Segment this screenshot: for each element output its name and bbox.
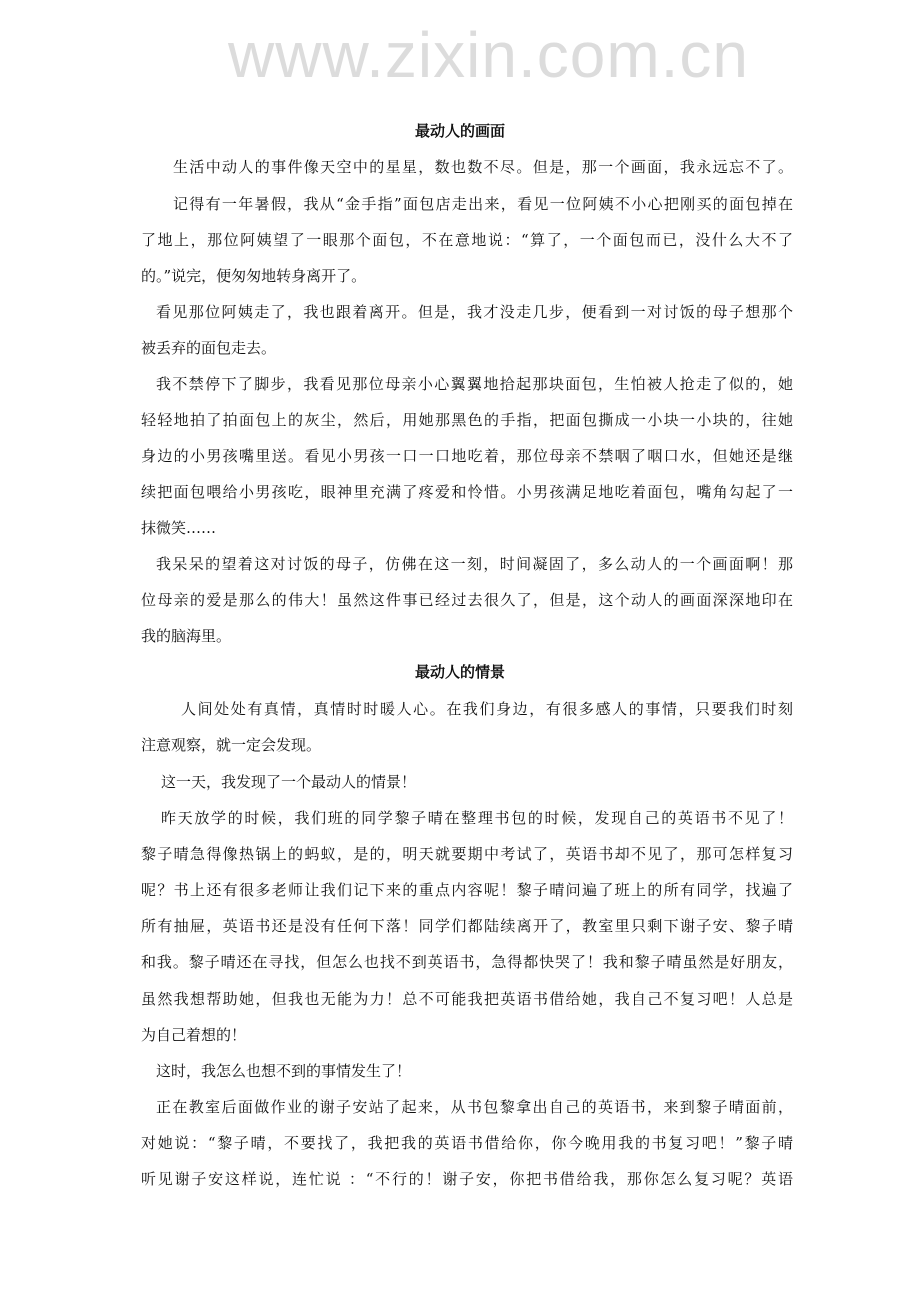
- text-line: 虽然我想帮助她，但我也无能为力！总不可能我把英语书借给她，我自己不复习吧！人总是: [141, 990, 793, 1008]
- text-line: 的。”说完，便匆匆地转身离开了。: [141, 267, 367, 285]
- text-line: 我的脑海里。: [141, 627, 232, 645]
- text-line: 正在教室后面做作业的谢子安站了起来，从书包黎拿出自己的英语书，来到黎子晴面前，: [156, 1098, 793, 1116]
- text-line: 这一天，我发现了一个最动人的情景！: [161, 773, 417, 791]
- text-line: 听见谢子安这样说，连忙说 ：“不行的！谢子安，你把书借给我，那你怎么复习呢？英语: [141, 1170, 793, 1188]
- section-title: 最动人的情景: [414, 663, 505, 681]
- text-line: 生活中动人的事件像天空中的星星，数也数不尽。但是，那一个画面，我永远忘不了。: [173, 158, 793, 176]
- text-line: 位母亲的爱是那么的伟大！虽然这件事已经过去很久了，但是，这个动人的画面深深地印在: [141, 591, 793, 609]
- text-line: 人间处处有真情，真情时时暖人心。在我们身边，有很多感人的事情，只要我们时刻: [181, 700, 793, 718]
- text-line: 身边的小男孩嘴里送。看见小男孩一口一口地吃着，那位母亲不禁咽了咽口水，但她还是继: [141, 447, 793, 465]
- text-line: 我不禁停下了脚步，我看见那位母亲小心翼翼地拾起那块面包，生怕被人抢走了似的，她: [156, 375, 793, 393]
- text-line: 对她说：“黎子晴，不要找了，我把我的英语书借给你，你今晚用我的书复习吧！”黎子晴: [141, 1134, 793, 1152]
- text-line: 注意观察，就一定会发现。: [141, 736, 322, 754]
- text-line: 轻轻地拍了拍面包上的灰尘，然后，用她那黑色的手指，把面包撕成一小块一小块的，往她: [141, 411, 793, 429]
- text-line: 呢？书上还有很多老师让我们记下来的重点内容呢！黎子晴问遍了班上的所有同学，找遍了: [141, 881, 793, 899]
- text-line: 所有抽屉，英语书还是没有任何下落！同学们都陆续离开了，教室里只剩下谢子安、黎子晴: [141, 917, 793, 935]
- text-line: 续把面包喂给小男孩吃，眼神里充满了疼爱和怜惜。小男孩满足地吃着面包，嘴角勾起了一: [141, 483, 793, 501]
- text-line: 被丢弃的面包走去。: [141, 339, 277, 357]
- text-line: 记得有一年暑假，我从“金手指”面包店走出来，看见一位阿姨不小心把刚买的面包掉在: [173, 195, 793, 213]
- watermark: www.zixin.com.cn: [228, 19, 749, 91]
- section-title: 最动人的画面: [414, 122, 505, 140]
- text-line: 这时，我怎么也想不到的事情发生了！: [156, 1062, 412, 1080]
- text-line: 我呆呆的望着这对讨饭的母子，仿佛在这一刻，时间凝固了，多么动人的一个画面啊！那: [156, 555, 793, 573]
- text-line: 看见那位阿姨走了，我也跟着离开。但是，我才没走几步，便看到一对讨饭的母子想那个: [156, 303, 793, 321]
- text-line: 了地上，那位阿姨望了一眼那个面包，不在意地说：“算了，一个面包而已，没什么大不了: [141, 231, 793, 249]
- text-line: 黎子晴急得像热锅上的蚂蚁，是的，明天就要期中考试了，英语书却不见了，那可怎样复习: [141, 845, 793, 863]
- text-line: 为自己着想的！: [141, 1026, 247, 1044]
- text-line: 和我。黎子晴还在寻找，但怎么也找不到英语书，急得都快哭了！我和黎子晴虽然是好朋友，: [141, 953, 793, 971]
- text-line: 抹微笑……: [141, 519, 217, 537]
- text-line: 昨天放学的时候，我们班的同学黎子晴在整理书包的时候，发现自己的英语书不见了！: [161, 809, 793, 827]
